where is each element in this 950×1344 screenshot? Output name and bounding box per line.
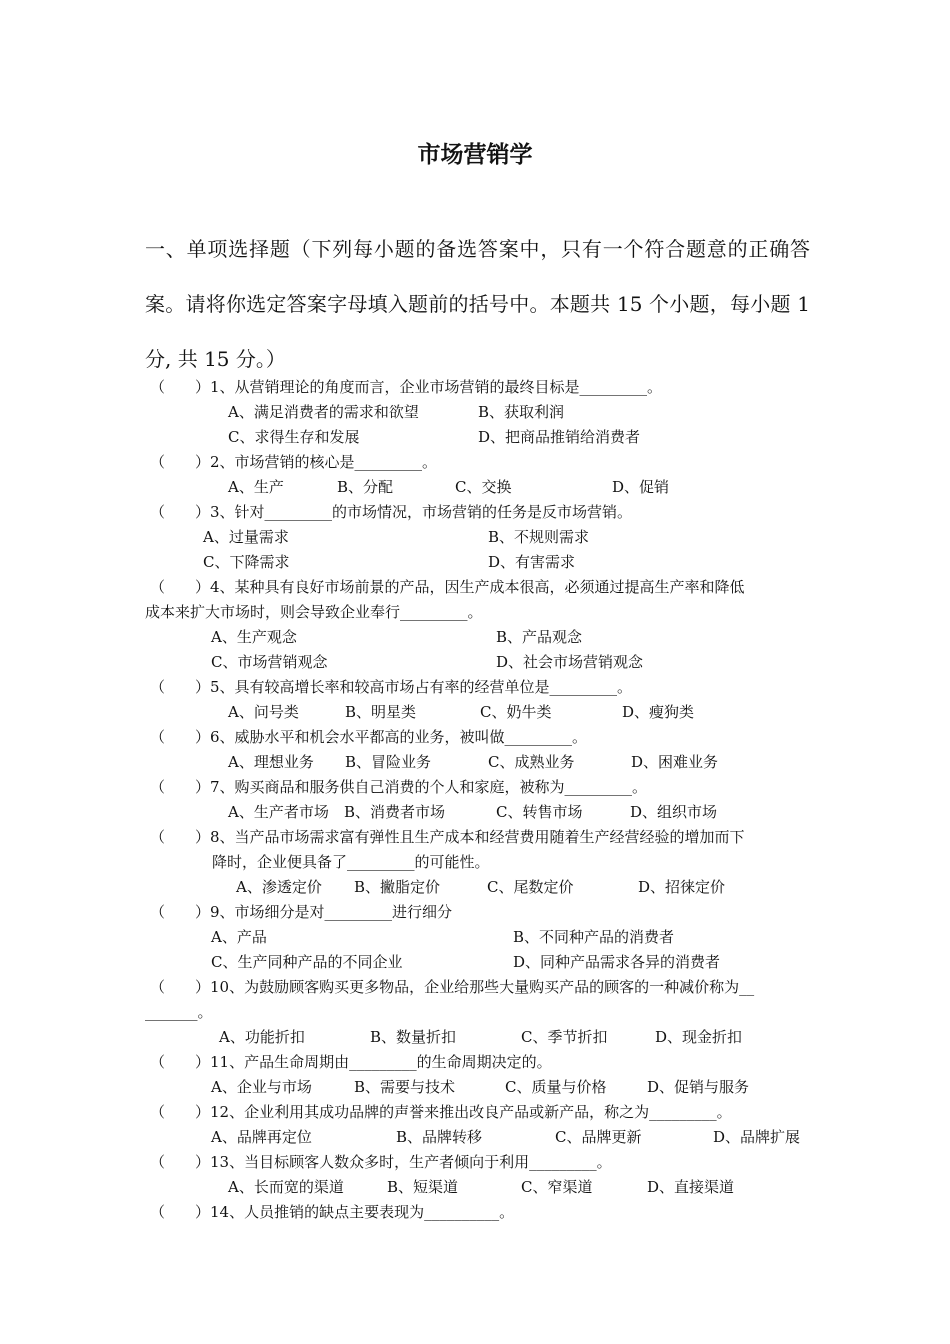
option: D、把商品推销给消费者 xyxy=(478,428,641,446)
option: A、生产 xyxy=(228,478,284,496)
question-5: （ ）5、具有较高增长率和较高市场占有率的经营单位是_________。 xyxy=(150,678,633,696)
option: A、问号类 xyxy=(228,703,299,721)
question-6: （ ）6、威胁水平和机会水平都高的业务，被叫做_________。 xyxy=(150,728,588,746)
option: D、促销 xyxy=(612,478,670,496)
option: D、困难业务 xyxy=(631,753,719,771)
question-1: （ ）1、从营销理论的角度而言，企业市场营销的最终目标是_________。 xyxy=(150,378,663,396)
page-title: 市场营销学 xyxy=(417,142,533,168)
option: C、交换 xyxy=(455,478,512,496)
option: D、直接渠道 xyxy=(647,1178,735,1196)
question-11: （ ）11、产品生命周期由_________的生命周期决定的。 xyxy=(150,1053,552,1071)
option: B、数量折扣 xyxy=(370,1028,457,1046)
option: B、不同种产品的消费者 xyxy=(513,928,675,946)
option: D、社会市场营销观念 xyxy=(496,653,644,671)
option: B、短渠道 xyxy=(387,1178,459,1196)
option: B、获取利润 xyxy=(478,403,565,421)
question-2: （ ）2、市场营销的核心是_________。 xyxy=(150,453,438,471)
option: C、窄渠道 xyxy=(521,1178,593,1196)
option: D、有害需求 xyxy=(488,553,576,571)
option: C、求得生存和发展 xyxy=(228,428,360,446)
option: D、组织市场 xyxy=(630,803,718,821)
option: C、质量与价格 xyxy=(505,1078,607,1096)
option: A、产品 xyxy=(211,928,267,946)
option: B、需要与技术 xyxy=(354,1078,456,1096)
option: C、奶牛类 xyxy=(480,703,552,721)
question-4: （ ）4、某种具有良好市场前景的产品，因生产成本很高，必须通过提高生产率和降低 xyxy=(150,578,745,596)
option: C、季节折扣 xyxy=(521,1028,608,1046)
option: C、品牌更新 xyxy=(555,1128,642,1146)
option: D、同种产品需求各异的消费者 xyxy=(513,953,721,971)
option: A、功能折扣 xyxy=(219,1028,305,1046)
question-3: （ ）3、针对_________的市场情况，市场营销的任务是反市场营销。 xyxy=(150,503,633,521)
option: D、促销与服务 xyxy=(647,1078,750,1096)
option: B、消费者市场 xyxy=(344,803,446,821)
option: B、分配 xyxy=(337,478,394,496)
option: D、招徕定价 xyxy=(638,878,726,896)
option: D、品牌扩展 xyxy=(713,1128,801,1146)
option: C、尾数定价 xyxy=(487,878,574,896)
option: A、渗透定价 xyxy=(236,878,322,896)
question-7: （ ）7、购买商品和服务供自己消费的个人和家庭，被称为_________。 xyxy=(150,778,648,796)
option: B、不规则需求 xyxy=(488,528,590,546)
option: A、长而宽的渠道 xyxy=(228,1178,344,1196)
option: B、产品观念 xyxy=(496,628,583,646)
option: B、明星类 xyxy=(345,703,417,721)
question-10: （ ）10、为鼓励顾客购买更多物品，企业给那些大量购买产品的顾客的一种减价称为__ xyxy=(150,978,755,996)
option: C、成熟业务 xyxy=(488,753,575,771)
option: C、转售市场 xyxy=(496,803,583,821)
option: A、生产观念 xyxy=(211,628,297,646)
question-13: （ ）13、当目标顾客人数众多时，生产者倾向于利用_________。 xyxy=(150,1153,612,1171)
option: A、品牌再定位 xyxy=(211,1128,312,1146)
option: D、现金折扣 xyxy=(655,1028,743,1046)
question-12: （ ）12、企业利用其成功品牌的声誉来推出改良产品或新产品，称之为_________。 xyxy=(150,1103,732,1121)
question-10-continued: _______。 xyxy=(145,1003,213,1021)
option: A、生产者市场 xyxy=(228,803,329,821)
option: B、冒险业务 xyxy=(345,753,432,771)
option: A、企业与市场 xyxy=(211,1078,312,1096)
option: A、过量需求 xyxy=(203,528,289,546)
option: A、满足消费者的需求和欲望 xyxy=(228,403,419,421)
option: C、下降需求 xyxy=(203,553,290,571)
option: D、瘦狗类 xyxy=(622,703,695,721)
option: A、理想业务 xyxy=(228,753,314,771)
question-8-continued: 降时，企业便具备了_________的可能性。 xyxy=(212,853,490,871)
question-4-continued: 成本来扩大市场时，则会导致企业奉行_________。 xyxy=(145,603,483,621)
option: C、生产同种产品的不同企业 xyxy=(211,953,403,971)
question-8: （ ）8、当产品市场需求富有弹性且生产成本和经营费用随着生产经营经验的增加而下 xyxy=(150,828,745,846)
option: B、撇脂定价 xyxy=(354,878,441,896)
section-heading: 一、单项选择题（下列每小题的备选答案中，只有一个符合题意的正确答案。请将你选定答案字母填入题前的括号中。本题共 15 个小题，每小题 1 分, 共 15 分。） xyxy=(145,237,810,371)
question-14: （ ）14、人员推销的缺点主要表现为__________。 xyxy=(150,1203,515,1221)
option: C、市场营销观念 xyxy=(211,653,328,671)
question-9: （ ）9、市场细分是对_________进行细分 xyxy=(150,903,453,921)
option: B、品牌转移 xyxy=(396,1128,483,1146)
